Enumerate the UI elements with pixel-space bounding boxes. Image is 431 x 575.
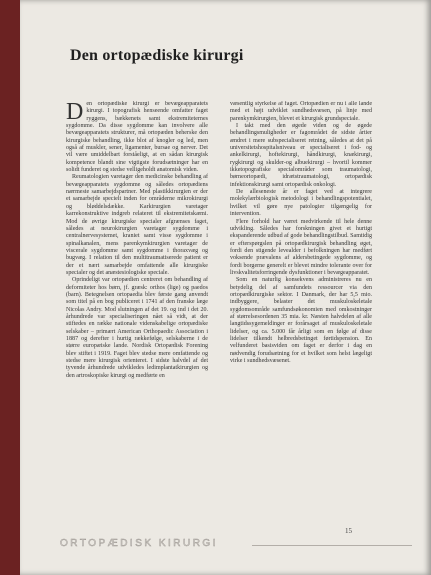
paragraph: Oprindeligt var ortopædien centreret om behandling af deformiteter hos børn, jf. græsk: orthos (lige) og paedos (barn). Betegnelsen ortopaedia blev første gang anvendt som titel på en bog publiceret i 1741 af den franske læge Nicolas Andry. Mod slutningen af det 19. og ind i det 20. århundrede var specialiseringen nået så vidt, at der stiftedes en række nationale videnskabelige ortopædiske selskaber – primært American Orthopaedic Association i 1887 og derefter i hurtig rækkefølge, selskaberne i de større europæiske lande. Nordisk Ortopædisk Forening blev stiftet i 1919. Faget blev stedse mere omfattende og stedse mere kirurgisk orienteret. I sidste halvdel af det tyvende århundrede udvikledes ledimplantatkirurgien og den artroskopiske kirurgi og medførte en	[66, 277, 208, 379]
left-column	[66, 101, 208, 531]
footer-rule	[252, 545, 412, 546]
paragraph-text: en ortopædiske kirurgi er bevægeapparatets kirurgi. I topografisk henseende omfatter faget ryggens, bækkenets samt ekstremiteternes sygdomme. Da disse sygdomme kan involvere alle bevægeapparatets strukturer, må ortopæden beherske den kirurgiske behandling, ikke blot af knogler og led, men også af muskler, sener, ligamenter, bursae og nerver. Det vil være umiddelbart forståeligt, at en sådan kirurgisk kompetence blandt sine vigtigste forudsætninger har en solidt funderet og stedse velligeholdt anatomisk viden.	[66, 101, 208, 174]
paragraph: Reumatologien varetager den medicinske behandling af bevægeapparatets sygdomme og således ortopædiens nærmeste samarbejdspartner. Med plastikkirurgien er der et samarbejde specielt inden for områderne mikrokirurgi og bløddelsdække. Karkirurgien varetager karrekonstruktive indgreb relateret til ekstremitetskæmi. Mod de øvrige kirurgiske specialer afgrænses faget, således at neurokirurgien varetager sygdomme i centralnervesystemet, kraniet samt visse sygdomme i spinalkanalen, mens parenkymkirurgien varetager de viscerale sygdomme samt sygdomme i thoraxvæg og bugvæg. I relation til den multitraumatiserede patient er der et nært samarbejde omfattende alle kirurgiske specialer og det anæstesiologiske speciale.	[66, 174, 208, 276]
paragraph: Som en naturlig konsekvens administreres nu en betydelig del af samfundets ressourcer via den ortopædkirurgiske sektor. I Danmark, der har 5,5 mio. indbyggere, belaster det muskuloskeletale sygdomsområde samfundsøkonomien med omkostninger af størrelsesordenen 35 mia. kr. Næsten halvdelen af alle langtidssygemeldinger er forårsaget af muskuloskeletale lidelser, og ca. 5.000 får årligt som en følge af disse lidelser tilkendt helbredsbetinget førtidspension. En velfunderet basisviden om faget er derfor i dag en nødvendig forudsætning for et hvilket som helst lægeligt virke i sundhedsvæsenet.	[230, 277, 372, 365]
paragraph: De alleseneste år er faget ved at integrere molekylærbiologisk metodologi i behandlingspotentialet, hvilket vil gøre nye patologier tilgængelig for intervention.	[230, 189, 372, 218]
paragraph: Flere forhold har været medvirkende til hele denne udvikling. Således har forskningen givet et hurtigt ekspanderende udbud af gode behandlingstilbud. Samtidig er efterspørgslen på ortopædkirurgisk behandling øget, fordi den stigende levealder i befolkningen har medført voksende prævalens af aldersbetingede sygdomme, og fordi borgerne generelt er blevet mindre tolerante over for livskvalitetsforringende dysfunktioner i bevægeapparatet.	[230, 218, 372, 276]
drop-cap: D	[66, 101, 84, 125]
paragraph: væsentlig styrkelse af faget. Ortopædien er nu i alle lande med et højt udviklet sundhedsvæsen, på linje med parenkymkirurgien, blevet et kirurgisk grundspeciale.	[230, 101, 372, 122]
paragraph: I takt med den øgede viden og de øgede behandlingsmuligheder er fagområdet de sidste årtier ændret i mere subspecialiseret retning, således at det på universitetshospitalsniveau er specialiseret i fod- og ankelkirurgi, hoftekirurgi, håndkirurgi, knækirurgi, rygkirurgi og skulder-og albuekirurgi – hvortil kommer ikketopografiske specialområder som traumatologi, børneortopædi, idrætstraumatologi, ortopædisk infektionskirurgi samt ortopædisk onkologi.	[230, 123, 372, 188]
paragraph	[66, 101, 208, 174]
footer-running-title: ORTOPÆDISK KIRURGI	[60, 538, 218, 549]
book-page	[20, 0, 431, 575]
page-number: 15	[345, 527, 352, 535]
right-column	[230, 101, 372, 531]
page-title: Den ortopædiske kirurgi	[70, 47, 244, 64]
